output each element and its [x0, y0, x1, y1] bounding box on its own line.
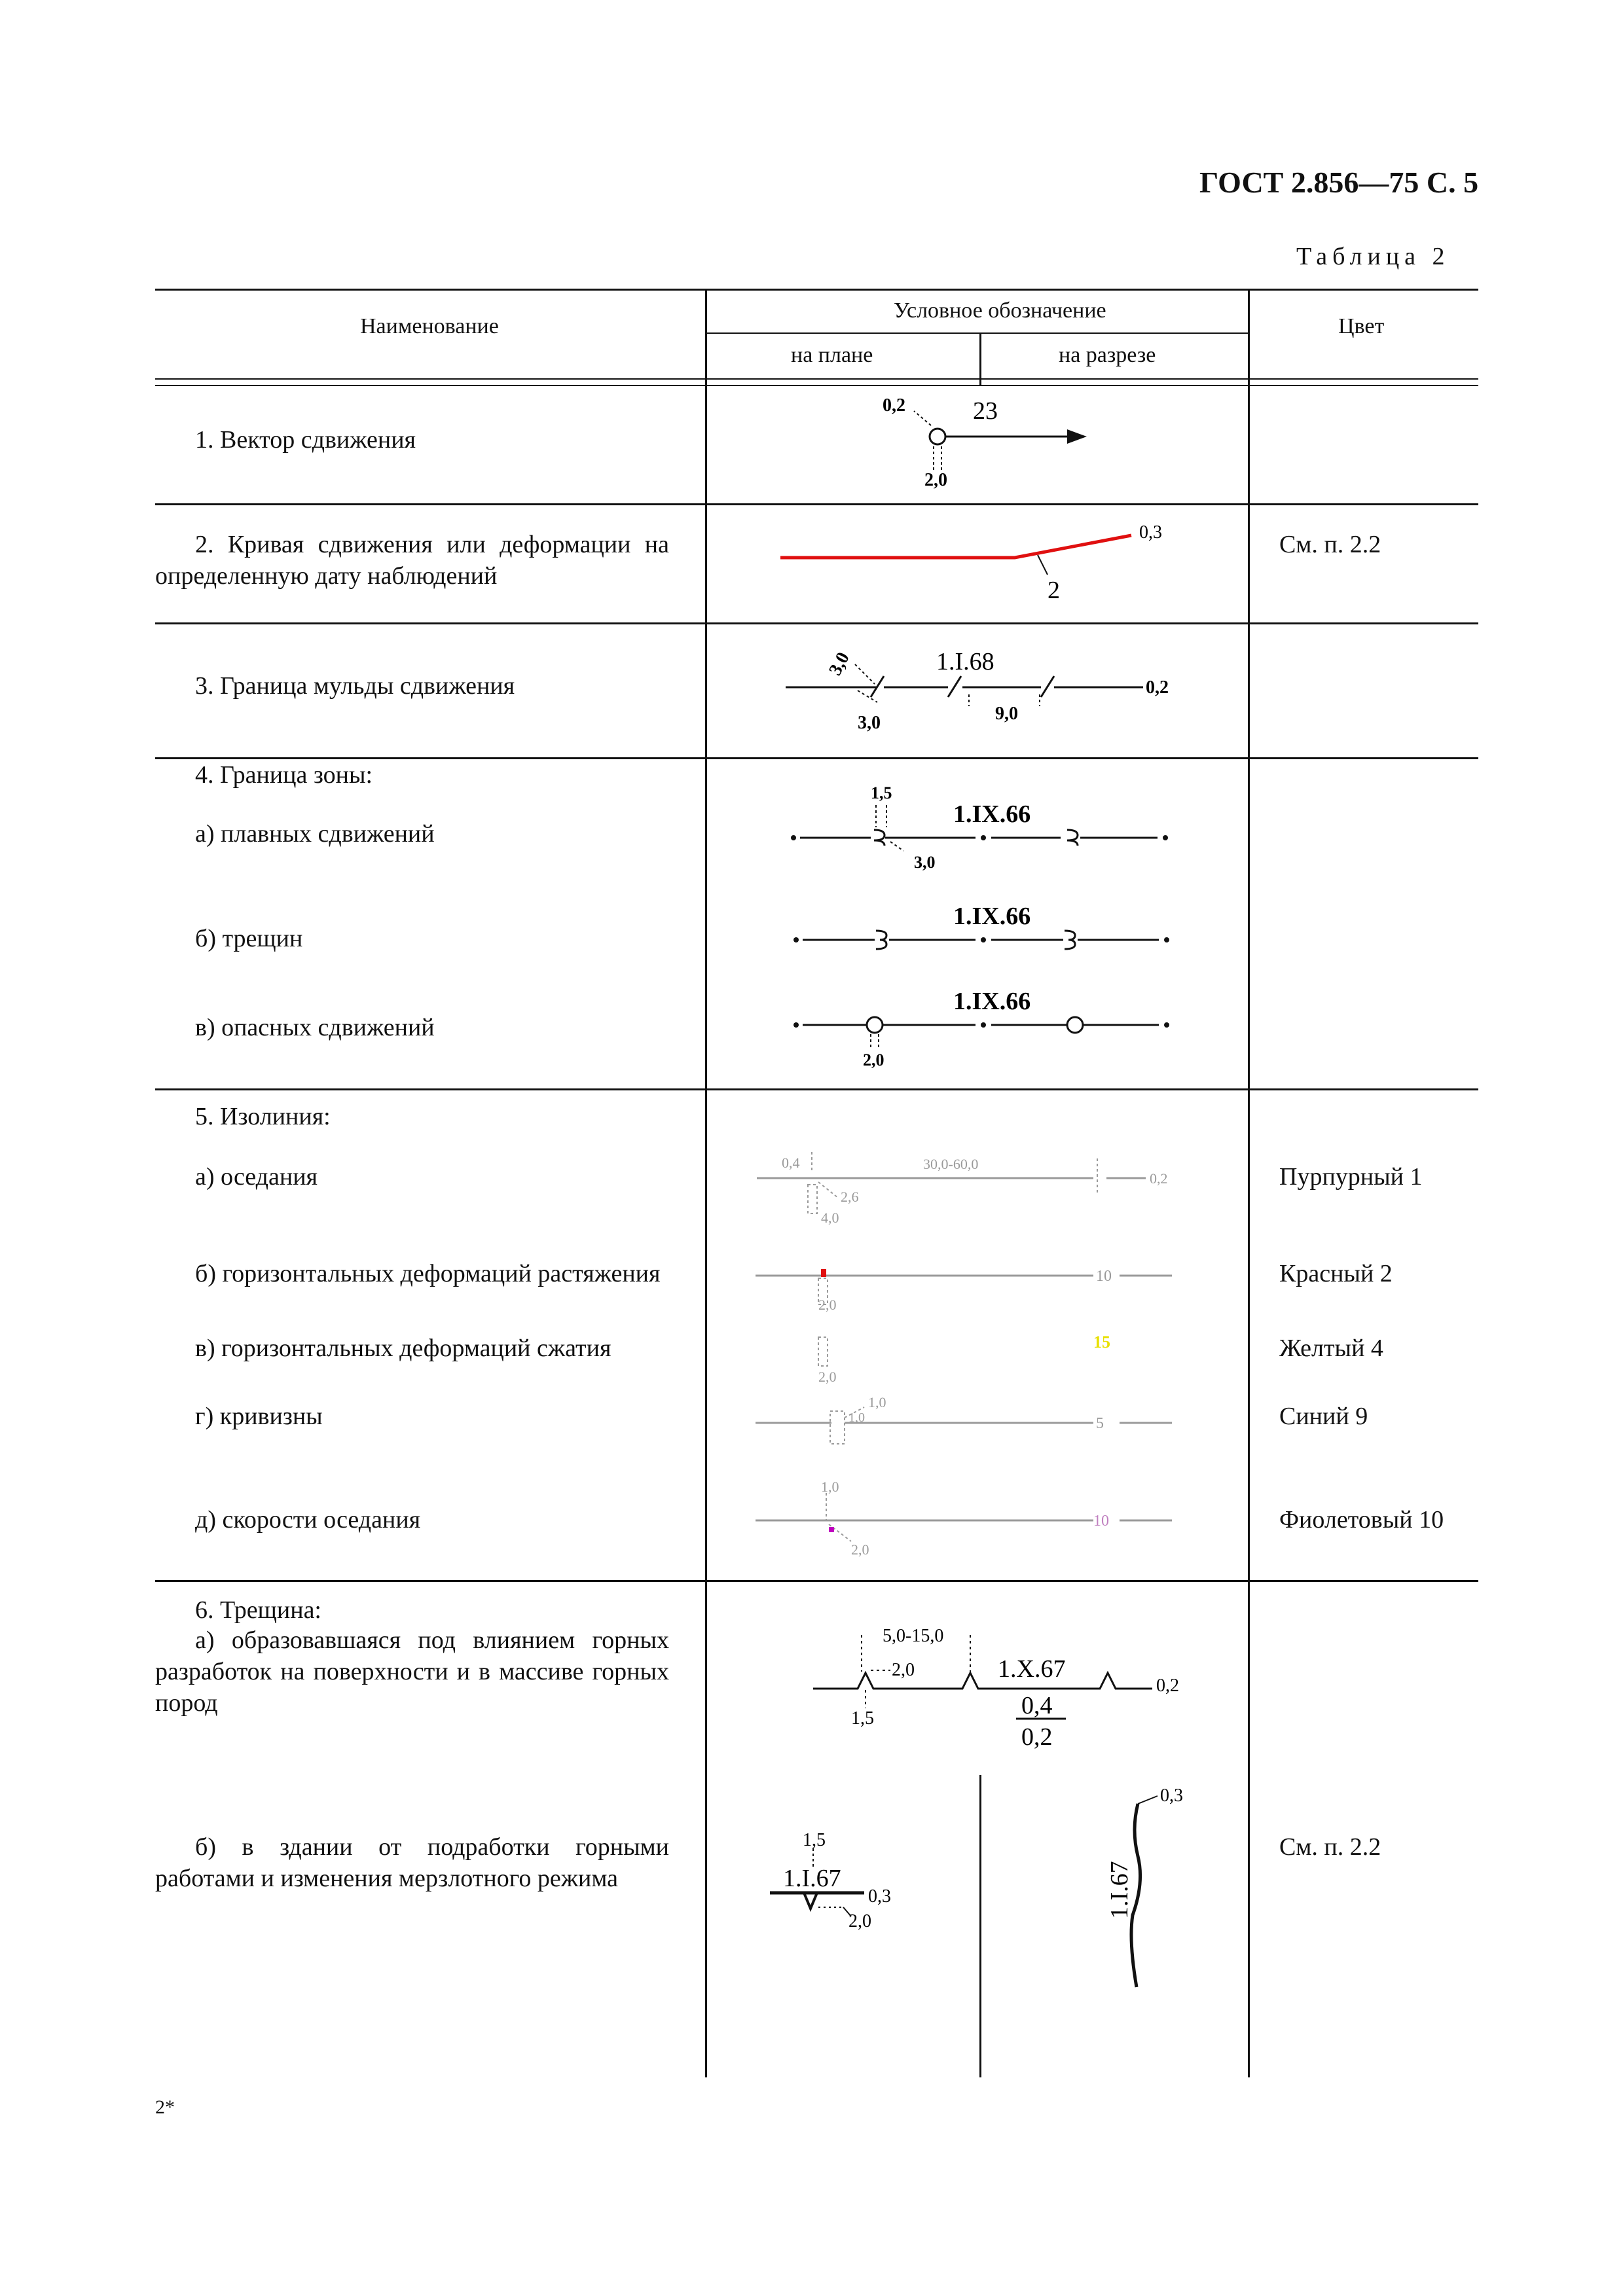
row5c-label-a: 15	[1093, 1333, 1110, 1352]
header-inner-line	[706, 332, 1249, 334]
row6b-label-d: 2,0	[848, 1911, 871, 1931]
row4a-label-a: 1,5	[871, 783, 892, 802]
row4b-name: б) трещин	[195, 925, 303, 952]
row4-name: 4. Граница зоны:	[195, 761, 373, 789]
row6b-label-c: 0,3	[868, 1886, 891, 1907]
row6a-label-a: 5,0-15,0	[883, 1626, 944, 1646]
row-divider-2	[155, 622, 1478, 624]
row1-label-a: 0,2	[883, 395, 905, 416]
row5b-symbol	[753, 1253, 1211, 1319]
row1-label-c: 2,0	[924, 470, 947, 490]
header-bottom-double-line	[155, 378, 1478, 386]
row2-label-a: 0,3	[1139, 522, 1162, 543]
row3-symbol	[779, 638, 1185, 749]
row1-symbol	[851, 386, 1113, 497]
row5d-name: г) кривизны	[195, 1403, 323, 1430]
row6b-plan-symbol	[759, 1820, 976, 1937]
row5c-color: Желтый 4	[1279, 1335, 1383, 1362]
row4a-label-b: 1.IX.66	[953, 800, 1031, 828]
row5b-name: б) горизонтальных деформаций растяжения	[195, 1260, 661, 1287]
row3-label-e: 0,2	[1146, 677, 1169, 698]
row4a-symbol	[779, 779, 1185, 877]
row5e-label-a: 1,0	[821, 1479, 839, 1495]
row4c-label-b: 1.IX.66	[953, 988, 1031, 1015]
row3-label-d: 9,0	[995, 704, 1018, 724]
row-divider-5	[155, 1580, 1478, 1582]
row5b-color: Красный 2	[1279, 1260, 1393, 1287]
row6b-label-b: 1.I.67	[783, 1865, 841, 1892]
row5a-label-a: 0,4	[782, 1155, 800, 1171]
header-plan-divider	[979, 332, 981, 385]
row6b-label-e: 0,3	[1160, 1785, 1183, 1806]
row3-label-b: 1.I.68	[936, 648, 994, 675]
row5a-name: а) оседания	[195, 1163, 318, 1191]
row4c-name: в) опасных сдвижений	[195, 1014, 435, 1041]
row-divider-4	[155, 1088, 1478, 1090]
col-header-plan: на плане	[791, 343, 873, 367]
row6b-section-symbol	[1074, 1780, 1205, 2009]
row4c-label-c: 2,0	[863, 1050, 884, 1069]
row5b-label-a: 10	[1096, 1268, 1112, 1285]
row5d-label-b: 5	[1096, 1415, 1104, 1432]
col-header-symbol: Условное обозначение	[894, 298, 1106, 323]
row3-label-a: 3,0	[825, 649, 854, 679]
row1-label-b: 23	[973, 397, 998, 425]
row6a-label-e: 1,5	[851, 1708, 874, 1729]
row5a-label-e: 0,2	[1150, 1170, 1168, 1187]
row3-label-c: 3,0	[858, 713, 881, 733]
row5d-label-c: 1,0	[848, 1410, 865, 1425]
row5a-symbol	[753, 1126, 1211, 1237]
row5e-name: д) скорости оседания	[195, 1506, 421, 1534]
row5a-label-b: 30,0-60,0	[923, 1156, 979, 1172]
row5d-label-a: 1,0	[868, 1394, 886, 1410]
row6a-label-g: 0,2	[1021, 1723, 1053, 1751]
row5b-label-b: 2,0	[818, 1297, 837, 1313]
row5e-label-b: 2,0	[851, 1541, 869, 1558]
row4b-symbol	[779, 897, 1185, 962]
row6b-label-a: 1,5	[803, 1830, 826, 1850]
row6a-name: а) образовавшаяся под влиянием горных разработок на поверхности и в массиве горных пород	[155, 1626, 669, 1717]
row2-symbol	[773, 517, 1192, 615]
row4c-symbol	[779, 982, 1185, 1080]
row6b-plan-section-divider	[979, 1775, 981, 2077]
col-divider-1	[705, 289, 707, 2077]
row6b-label-f: 1.I.67	[1106, 1861, 1133, 1919]
row4b-label-b: 1.IX.66	[953, 903, 1031, 930]
page-header: ГОСТ 2.856—75 С. 5	[1199, 166, 1479, 199]
row6a-label-f: 0,4	[1021, 1692, 1053, 1719]
row6a-label-c: 1.X.67	[998, 1655, 1066, 1683]
row6-name: 6. Трещина:	[195, 1596, 321, 1624]
row5a-color: Пурпурный 1	[1279, 1163, 1423, 1191]
row2-color: См. п. 2.2	[1279, 531, 1381, 558]
col-header-color: Цвет	[1338, 314, 1385, 338]
row5e-label-c: 10	[1093, 1513, 1109, 1530]
row5c-label-b: 2,0	[818, 1369, 837, 1385]
row1-name: 1. Вектор сдвижения	[195, 426, 416, 454]
row6a-symbol	[805, 1617, 1198, 1767]
row5a-label-d: 4,0	[821, 1210, 839, 1226]
col-header-section: на разрезе	[1059, 343, 1156, 367]
col-divider-2	[1248, 289, 1250, 2077]
row4a-name: а) плавных сдвижений	[195, 820, 435, 848]
row5d-color: Синий 9	[1279, 1403, 1368, 1430]
col-header-name: Наименование	[360, 314, 499, 338]
row5e-symbol	[753, 1469, 1211, 1561]
table-top-border	[155, 289, 1478, 291]
footer-mark: 2*	[155, 2096, 175, 2118]
row5e-color: Фиолетовый 10	[1279, 1506, 1444, 1534]
row2-name: 2. Кривая сдвижения или деформации на определенную дату наблюдений	[155, 531, 669, 590]
row-divider-1	[155, 503, 1478, 505]
row5d-symbol	[753, 1381, 1211, 1460]
row5c-name: в) горизонтальных деформаций сжатия	[195, 1335, 611, 1362]
row2-label-b: 2	[1048, 577, 1060, 604]
table-caption: Таблица 2	[1296, 243, 1450, 270]
row3-name: 3. Граница мульды сдвижения	[195, 672, 515, 700]
row5a-label-c: 2,6	[841, 1189, 859, 1205]
row6b-name: б) в здании от подработки горными работами и изменения мерзлотного режима	[155, 1833, 669, 1892]
row4a-label-c: 3,0	[914, 853, 936, 872]
row5-name: 5. Изолиния:	[195, 1103, 331, 1130]
row6a-label-b: 2,0	[892, 1660, 915, 1680]
row6b-color: См. п. 2.2	[1279, 1833, 1381, 1861]
row6a-label-d: 0,2	[1156, 1676, 1179, 1696]
